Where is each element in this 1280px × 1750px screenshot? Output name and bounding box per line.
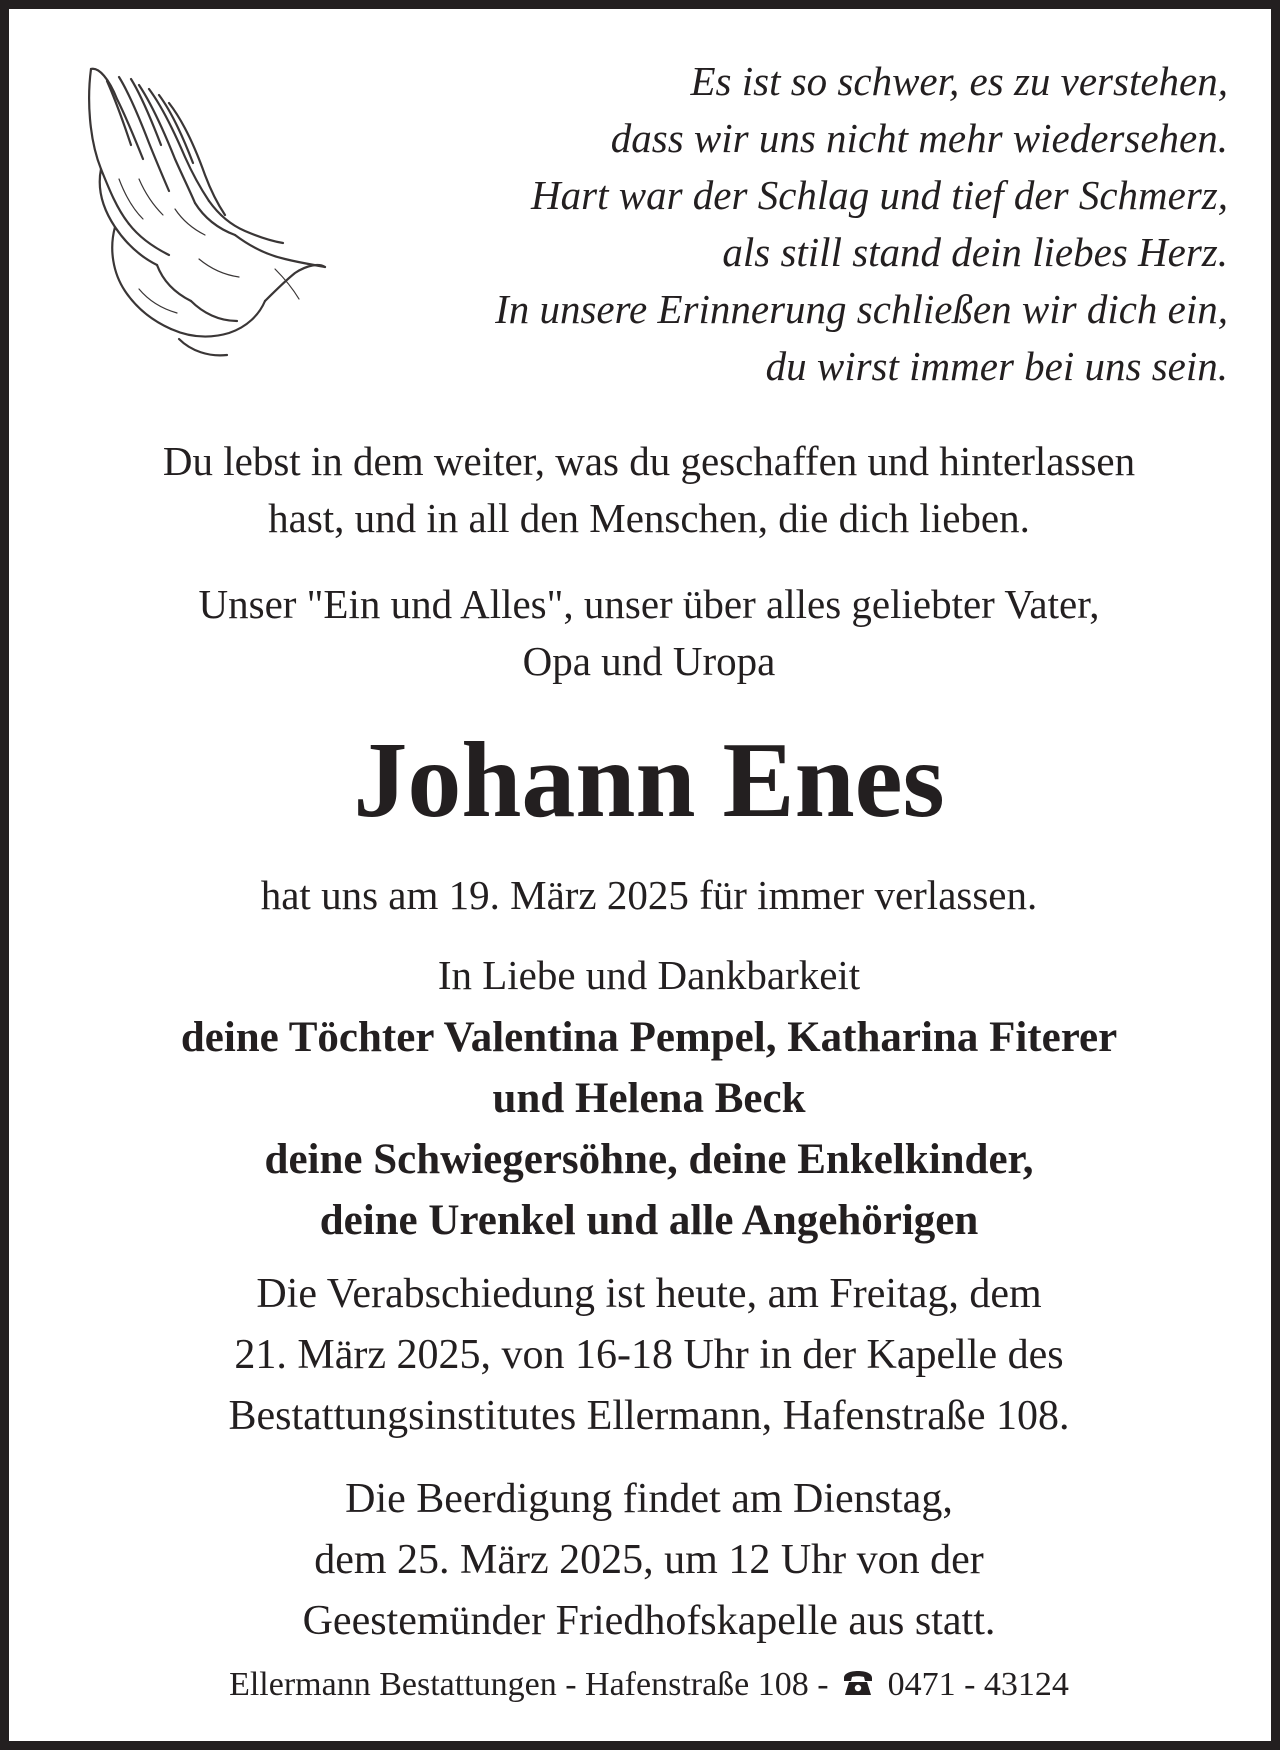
footer-phone: 0471 - 43124	[887, 1666, 1069, 1703]
relation-line: Opa und Uropa	[522, 638, 776, 684]
poem	[308, 53, 1228, 395]
poem-line: Hart war der Schlag und tief der Schmerz,	[531, 172, 1228, 218]
burial-line: Geestemünder Friedhofskapelle aus statt.	[302, 1598, 996, 1644]
footer	[29, 1663, 1269, 1707]
farewell-info	[29, 1264, 1269, 1447]
burial-line: dem 25. März 2025, um 12 Uhr von der	[314, 1537, 984, 1583]
mourners-line: deine Urenkel und alle Angehörigen	[319, 1197, 979, 1244]
telephone-icon	[841, 1669, 875, 1697]
intro-line: Du lebst in dem weiter, was du geschaffen und hinterlassen	[162, 438, 1136, 484]
footer-company: Ellermann Bestattungen - Hafenstraße 108 -	[229, 1666, 829, 1703]
relation-text	[29, 576, 1269, 690]
death-notice: hat uns am 19. März 2025 für immer verlassen.	[260, 872, 1038, 918]
poem-line: Es ist so schwer, es zu verstehen,	[690, 58, 1228, 104]
praying-hands-icon	[79, 59, 329, 359]
farewell-line: Die Verabschiedung ist heute, am Freitag, dem	[256, 1271, 1042, 1317]
intro-line: hast, und in all den Menschen, die dich lieben.	[268, 495, 1030, 541]
burial-info	[29, 1469, 1269, 1652]
deceased-name: Johann Enes	[353, 721, 945, 840]
mourners-list	[29, 1007, 1269, 1251]
poem-line: als still stand dein liebes Herz.	[722, 229, 1228, 275]
closing-text: In Liebe und Dankbarkeit	[437, 952, 861, 998]
mourners-line: deine Schwiegersöhne, deine Enkelkinder,	[264, 1136, 1034, 1183]
poem-line: du wirst immer bei uns sein.	[765, 343, 1228, 389]
mourners-line: deine Töchter Valentina Pempel, Katharina Fiterer	[180, 1014, 1118, 1061]
relation-line: Unser "Ein und Alles", unser über alles geliebter Vater,	[198, 581, 1100, 627]
burial-line: Die Beerdigung findet am Dienstag,	[345, 1476, 953, 1522]
farewell-line: Bestattungsinstitutes Ellermann, Hafenstraße 108.	[228, 1393, 1070, 1439]
poem-line: In unsere Erinnerung schließen wir dich ein,	[495, 286, 1228, 332]
mourners-line: und Helena Beck	[492, 1075, 806, 1122]
farewell-line: 21. März 2025, von 16-18 Uhr in der Kapelle des	[234, 1332, 1064, 1378]
intro-text	[29, 433, 1269, 547]
poem-line: dass wir uns nicht mehr wiedersehen.	[610, 115, 1228, 161]
